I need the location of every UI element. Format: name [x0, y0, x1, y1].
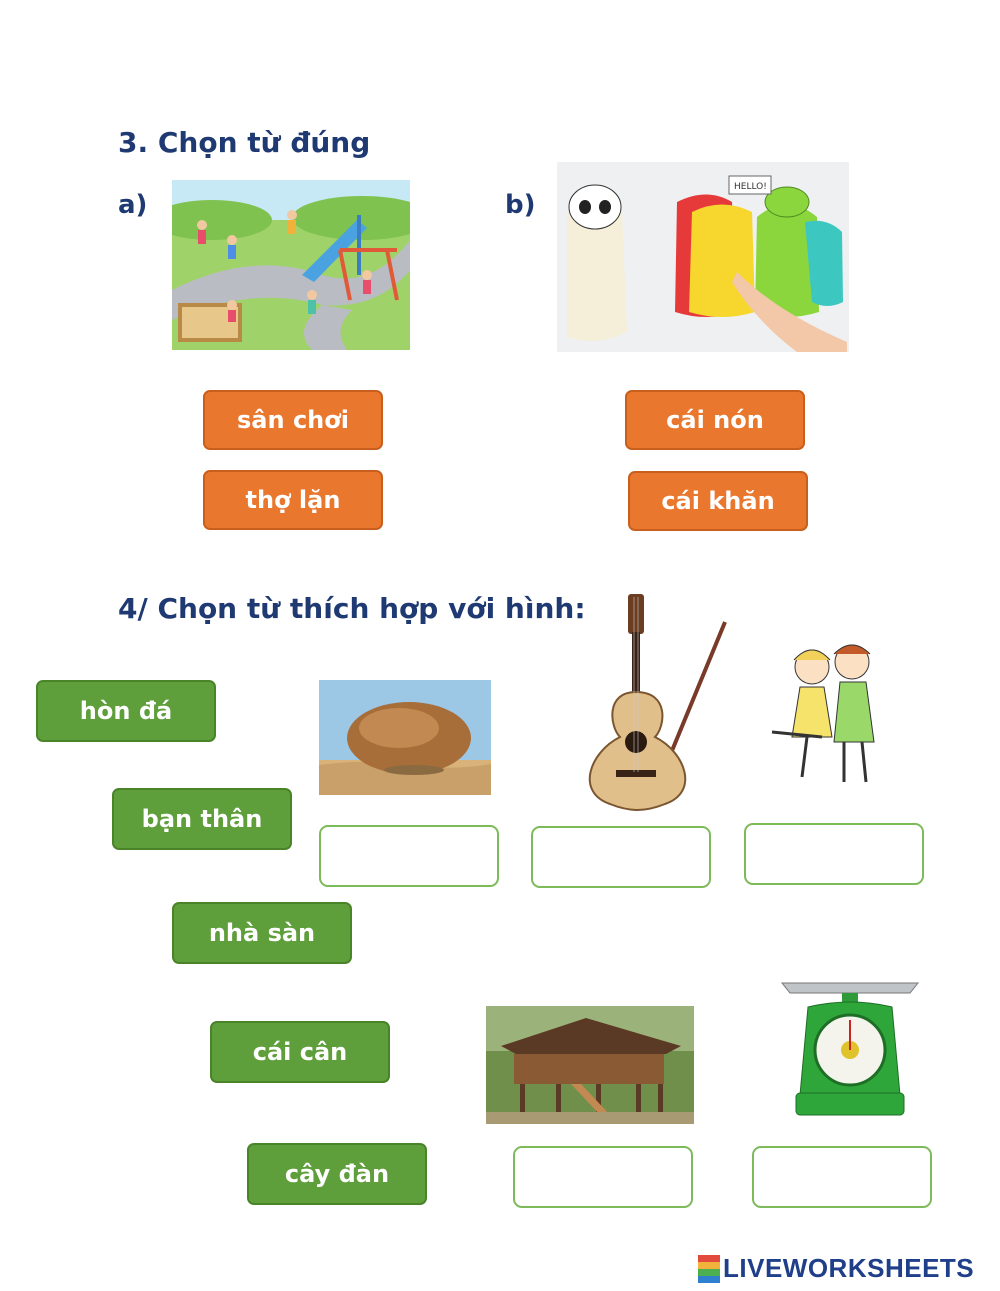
- guitar-image: [570, 592, 732, 817]
- word-cay-dan[interactable]: cây đàn: [247, 1143, 427, 1205]
- answer-box-scale[interactable]: [752, 1146, 932, 1208]
- answer-box-rock[interactable]: [319, 825, 499, 887]
- friends-image: [762, 632, 902, 792]
- word-nha-san[interactable]: nhà sàn: [172, 902, 352, 964]
- svg-text:HELLO!: HELLO!: [734, 182, 767, 192]
- scale-image: [780, 975, 920, 1120]
- option-cai-khan-button[interactable]: cái khăn: [628, 471, 808, 531]
- option-san-choi-button[interactable]: sân chơi: [203, 390, 383, 450]
- option-cai-non-button[interactable]: cái nón: [625, 390, 805, 450]
- answer-box-friends[interactable]: [744, 823, 924, 885]
- liveworksheets-mark-icon: [698, 1255, 720, 1283]
- towels-image: [557, 162, 849, 352]
- liveworksheets-logo: [698, 1253, 974, 1284]
- answer-box-guitar[interactable]: [531, 826, 711, 888]
- exercise3-heading: 3. Chọn từ đúng: [118, 126, 371, 159]
- logo-text: LIVEWORKSHEETS: [723, 1253, 975, 1283]
- answer-box-stilt-house[interactable]: [513, 1146, 693, 1208]
- word-hon-da[interactable]: hòn đá: [36, 680, 216, 742]
- part-b-label: b): [505, 190, 536, 220]
- exercise4-heading: 4/ Chọn từ thích hợp với hình:: [118, 592, 586, 625]
- stilt-house-image: [486, 1006, 694, 1124]
- word-cai-can[interactable]: cái cân: [210, 1021, 390, 1083]
- playground-image: [172, 180, 410, 350]
- part-a-label: a): [118, 190, 148, 220]
- option-tho-lan-button[interactable]: thợ lặn: [203, 470, 383, 530]
- word-ban-than[interactable]: bạn thân: [112, 788, 292, 850]
- rock-image: [319, 680, 491, 795]
